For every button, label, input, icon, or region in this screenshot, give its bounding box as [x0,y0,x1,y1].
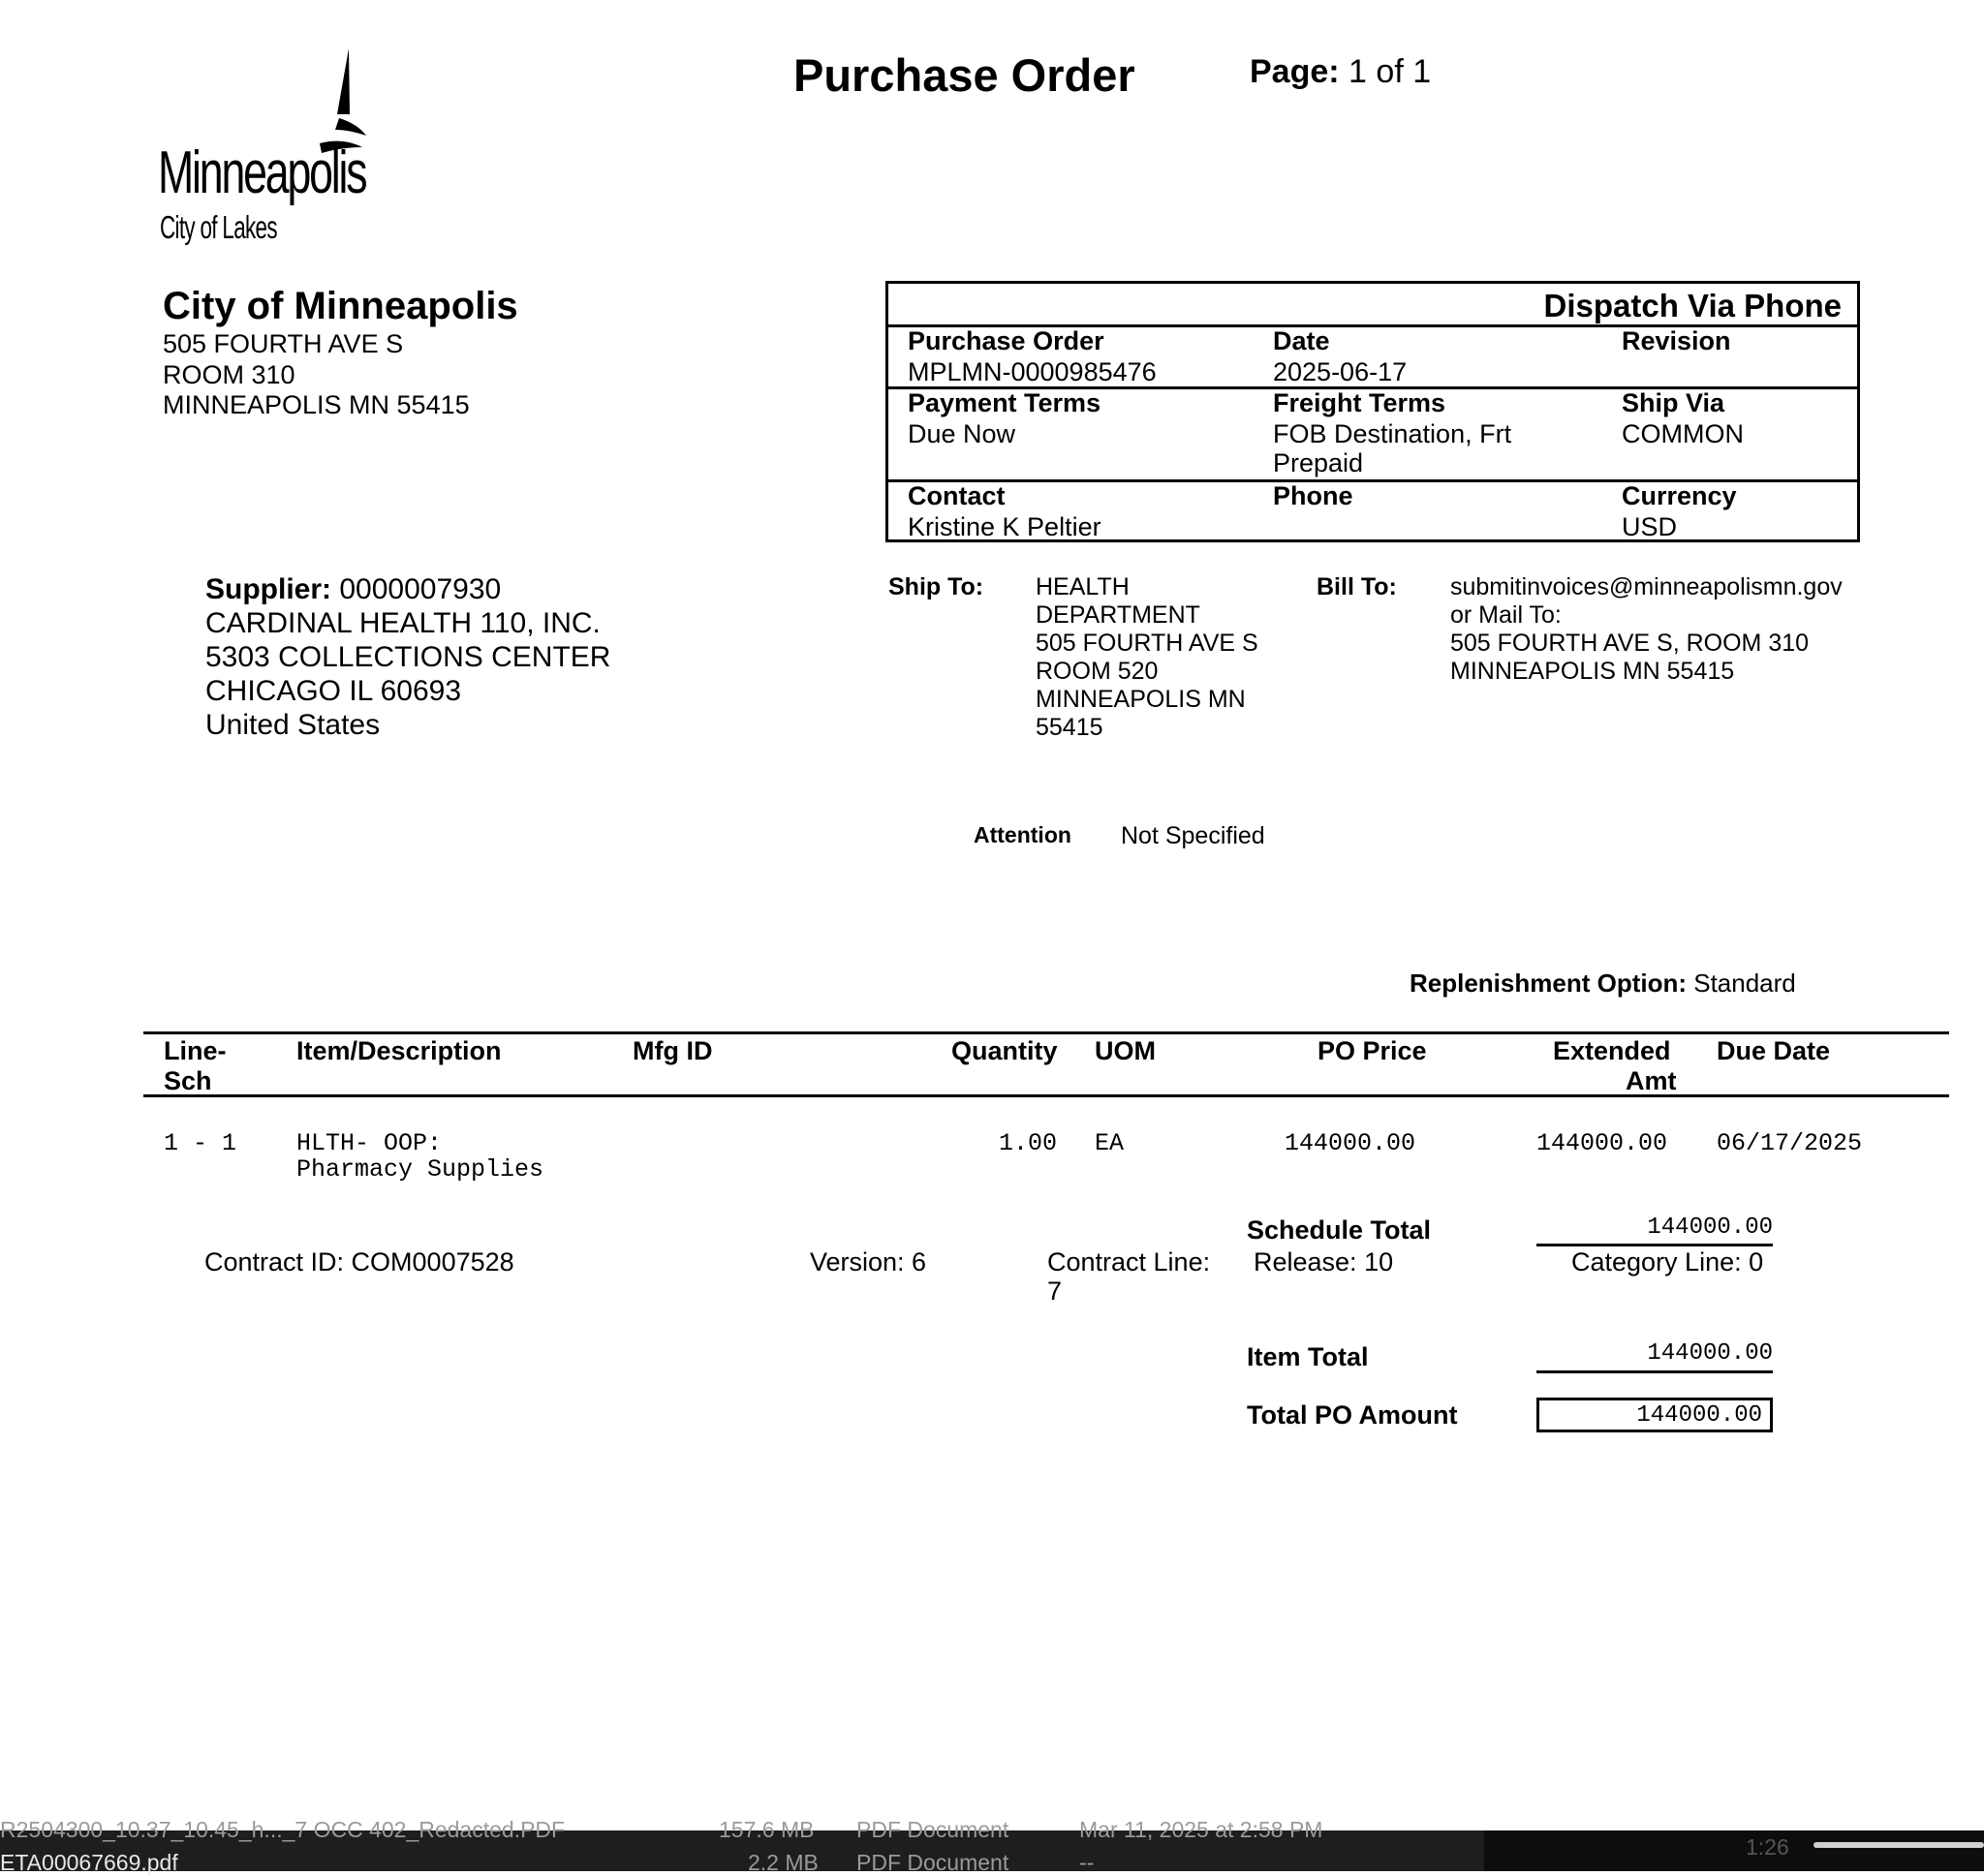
ship-to-line: MINNEAPOLIS MN [1036,686,1246,713]
logo-wordmark: Minneapolis [158,139,366,206]
bill-to-line: 505 FOURTH AVE S, ROOM 310 [1450,630,1810,657]
ship-to-label: Ship To: [888,573,984,600]
ship-to-line: ROOM 520 [1036,658,1159,685]
row-line-sch: 1 - 1 [164,1129,237,1157]
total-po-amount-value: 144000.00 [1636,1402,1762,1429]
finder-row-size: 2.2 MB [748,1850,819,1875]
supplier-line: 5303 COLLECTIONS CENTER [205,641,611,673]
row-item-desc: Pharmacy Supplies [296,1155,544,1184]
preview-zoom: 1:26 [1746,1834,1789,1860]
ship-to-line: HEALTH [1036,573,1130,600]
contract-line-number: 7 [1047,1276,1063,1306]
page-indicator [1250,53,1431,91]
page-total: 1 [1412,53,1432,90]
date-label: Date [1273,326,1330,355]
finder-row-kind: PDF Document [856,1850,1009,1875]
purchase-order-number: MPLMN-0000985476 [908,357,1157,386]
buyer-address-line: ROOM 310 [163,360,295,389]
contact-name: Kristine K Peltier [908,512,1101,541]
col-mfg-id: Mfg ID [633,1036,713,1065]
page-current: 1 [1348,53,1367,90]
row-due-date: 06/17/2025 [1717,1129,1863,1157]
item-total-value: 144000.00 [1647,1340,1773,1367]
col-po-price: PO Price [1318,1036,1427,1065]
replenishment-value: Standard [1693,969,1796,998]
item-total-rule [1536,1370,1773,1373]
col-extended-amt-2: Amt [1626,1066,1677,1095]
col-item-description: Item/Description [296,1036,502,1065]
freight-terms: FOB Destination, Frt [1273,419,1512,448]
release-number: Release: 10 [1254,1247,1394,1276]
freight-terms-cont: Prepaid [1273,448,1364,477]
logo-tagline: City of Lakes [160,209,277,245]
bill-to-line: MINNEAPOLIS MN 55415 [1450,658,1735,685]
supplier-header [205,573,501,606]
total-po-amount-label: Total PO Amount [1247,1400,1458,1430]
currency-label: Currency [1622,481,1737,510]
supplier-id: 0000007930 [339,573,502,605]
buyer-address-line: MINNEAPOLIS MN 55415 [163,390,470,419]
attention-value: Not Specified [1121,822,1265,849]
supplier-line: United States [205,709,381,741]
document-title: Purchase Order [793,49,1135,101]
payment-terms-label: Payment Terms [908,388,1101,417]
category-line: Category Line: 0 [1571,1247,1764,1276]
row-extended: 144000.00 [1536,1129,1668,1157]
ship-to-line: DEPARTMENT [1036,601,1200,629]
freight-terms-label: Freight Terms [1273,388,1446,417]
bill-to-label: Bill To: [1317,573,1397,600]
supplier-label: Supplier: [205,573,332,605]
col-due-date: Due Date [1717,1036,1831,1065]
revision-label: Revision [1622,326,1731,355]
col-uom: UOM [1095,1036,1156,1065]
total-po-amount-box [1536,1398,1773,1432]
buyer-address-line: 505 FOURTH AVE S [163,329,404,358]
contract-id: Contract ID: COM0007528 [204,1247,514,1276]
payment-terms: Due Now [908,419,1016,448]
supplier-line: CARDINAL HEALTH 110, INC. [205,607,601,639]
table-top-rule [143,1031,1949,1034]
col-extended-amt: Extended [1553,1036,1671,1065]
table-header-rule [143,1094,1949,1097]
ship-to-line: 55415 [1036,714,1103,741]
page-label: Page: [1250,53,1340,90]
contract-version: Version: 6 [810,1247,927,1276]
row-item: HLTH- OOP: [296,1129,443,1157]
replenishment-label: Replenishment Option: [1410,969,1687,998]
row-quantity: 1.00 [998,1129,1057,1157]
schedule-total-label: Schedule Total [1247,1215,1432,1245]
col-quantity: Quantity [951,1036,1058,1065]
ship-via-label: Ship Via [1622,388,1725,417]
finder-row-date: -- [1079,1850,1095,1875]
buyer-name: City of Minneapolis [163,285,518,327]
dispatch-method: Dispatch Via Phone [1543,288,1842,323]
replenishment-option [1410,969,1796,999]
page-of: of [1376,53,1404,90]
row-po-price: 144000.00 [1285,1129,1416,1157]
schedule-total-rule [1536,1244,1773,1246]
col-line-sch: Line- [164,1036,227,1065]
finder-row-size: 157.6 MB [719,1817,815,1842]
finder-row-date: Mar 11, 2025 at 2:58 PM [1079,1817,1323,1842]
bill-to-line: or Mail To: [1450,601,1562,629]
finder-row-name[interactable]: R2504300_10.37_10.45_h..._7 OCC 402_Redacted.PDF [0,1817,566,1842]
row-uom: EA [1095,1129,1125,1157]
contact-label: Contact [908,481,1006,510]
col-line-sch-2: Sch [164,1066,212,1095]
purchase-order-label: Purchase Order [908,326,1104,355]
schedule-total-value: 144000.00 [1647,1215,1773,1241]
attention-label: Attention [974,822,1071,847]
po-date: 2025-06-17 [1273,357,1408,386]
bill-to-email[interactable]: submitinvoices@minneapolismn.gov [1450,573,1843,600]
finder-row-name[interactable]: ETA00067669.pdf [0,1850,178,1875]
phone-label: Phone [1273,481,1353,510]
preview-pane [1484,1830,1984,1871]
po-header-box [885,281,1860,542]
ship-via: COMMON [1622,419,1744,448]
supplier-line: CHICAGO IL 60693 [205,675,462,707]
contract-line: Contract Line: [1047,1247,1211,1276]
ship-to-line: 505 FOURTH AVE S [1036,630,1258,657]
preview-scrollbar[interactable] [1814,1842,1984,1848]
finder-row-kind: PDF Document [856,1817,1009,1842]
currency-value: USD [1622,512,1678,541]
item-total-label: Item Total [1247,1342,1369,1371]
